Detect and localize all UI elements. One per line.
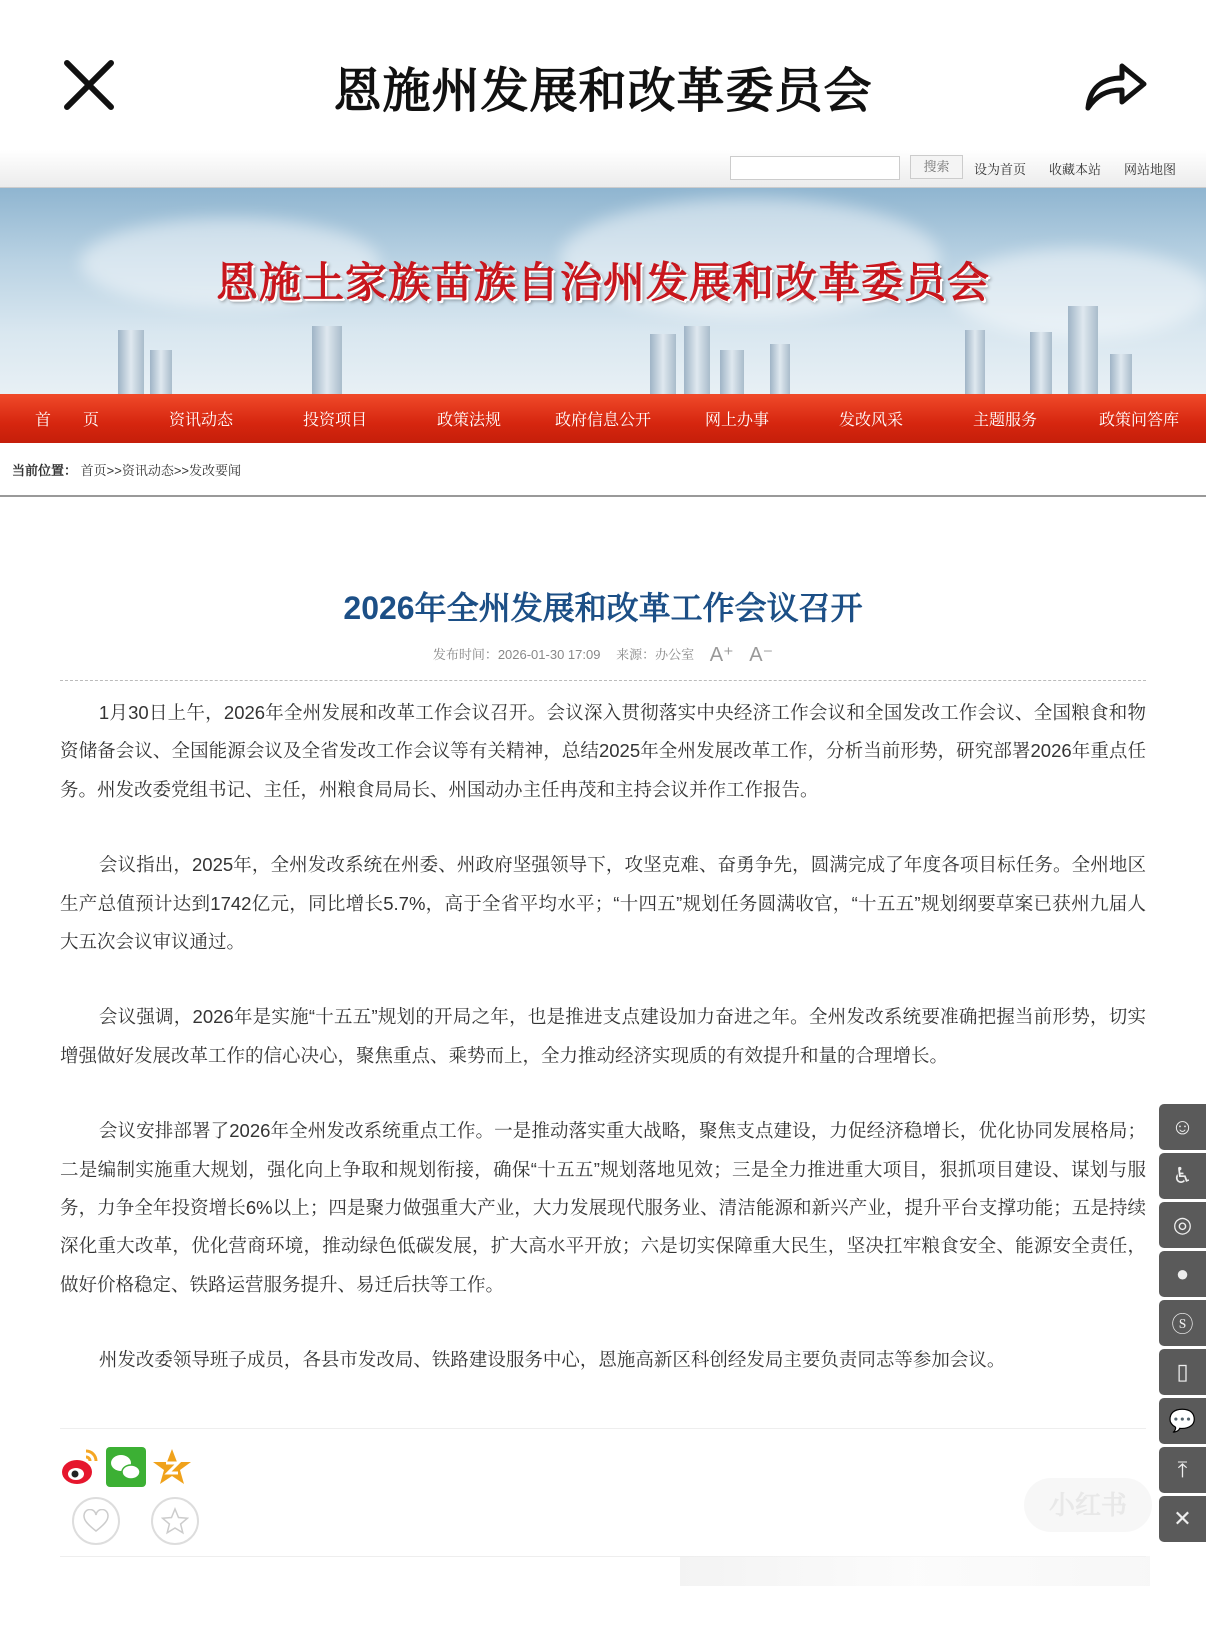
sitemap-link[interactable]: 网站地图 <box>1124 162 1177 177</box>
share-icon[interactable] <box>1082 54 1150 114</box>
nav-policy[interactable]: 政策法规 <box>436 412 501 429</box>
app-title: 恩施州发展和改革委员会 <box>333 65 873 118</box>
star-icon <box>161 1507 189 1535</box>
nav-policy-qa[interactable]: 政策问答库 <box>1098 412 1179 429</box>
app-header <box>0 0 1206 150</box>
wechat-icon[interactable] <box>106 1447 146 1487</box>
message-icon[interactable]: 💬 <box>1159 1398 1206 1444</box>
paragraph: 会议安排部署了2026年全州发改系统重点工作。一是推动落实重大战略，聚焦支点建设，力促经济稳增长，优化协同发展格局；二是编制实施重大规划，强化向上争取和规划衔接，确保“十五五”规划落地见效；三是全力推进重大项目，狠抓项目建设、谋划与服务，力争全年投资增长6%以上；四是聚力做强重大产业，大力发展现代服务业、清洁能源和新兴产业，提升平台支撑功能；五是持续深化重大改革，优化营商环境，推动绿色低碳发展，扩大高水平开放；六是切实保障重大民生，坚决扛牢粮食安全、能源安全责任，做好价格稳定、铁路运营服务提升、易迁后扶等工作。 <box>60 1120 1146 1295</box>
qzone-icon[interactable] <box>152 1447 192 1487</box>
breadcrumb-path[interactable]: 首页>>资讯动态>>发改要闻 <box>80 463 242 478</box>
publish-time: 发布时间：2026-01-30 17:09 <box>432 647 601 662</box>
customer-service-icon[interactable]: ☺ <box>1159 1104 1206 1150</box>
nav-home[interactable]: 首 页 <box>34 412 99 429</box>
nav-showcase[interactable]: 发改风采 <box>838 412 903 429</box>
article-title: 2026年全州发展和改革工作会议召开 <box>343 590 863 626</box>
breadcrumb-label: 当前位置： <box>12 463 78 478</box>
article-meta <box>0 642 1206 667</box>
wechat-icon[interactable]: ● <box>1159 1251 1206 1297</box>
nav-news[interactable]: 资讯动态 <box>168 412 233 429</box>
source: 来源：办公室 <box>616 647 695 662</box>
font-decrease-button[interactable]: A⁻ <box>749 644 774 666</box>
mobile-icon[interactable]: ▯ <box>1159 1349 1206 1395</box>
main-nav <box>0 394 1206 443</box>
paragraph: 会议强调，2026年是实施“十五五”规划的开局之年，也是推进支点建设加力奋进之年。全州发改系统要准确把握当前形势，切实增强做好发展改革工作的信心决心，聚焦重点、乘势而上，全力推动经济实现质的有效提升和量的合理增长。 <box>60 1006 1146 1066</box>
share-bar <box>60 1447 192 1487</box>
paragraph: 会议指出，2025年，全州发改系统在州委、州政府坚强领导下，攻坚克难、奋勇争先，圆满完成了年度各项目标任务。全州地区生产总值预计达到1742亿元，同比增长5.7%，高于全省平均水平；“十四五”规划任务圆满收官，“十五五”规划纲要草案已获州九届人大五次会议审议通过。 <box>60 854 1146 953</box>
watermark: 小红书 <box>1024 1478 1152 1532</box>
floating-toolbar <box>1159 1104 1206 1545</box>
divider <box>60 1428 1146 1429</box>
weibo-icon[interactable] <box>60 1447 100 1487</box>
utility-bar <box>0 150 1206 188</box>
site-search-input[interactable] <box>730 156 900 180</box>
back-to-top-icon[interactable]: ⤒ <box>1159 1447 1206 1493</box>
nav-online-service[interactable]: 网上办事 <box>704 412 769 429</box>
watermark-blur <box>680 1556 1150 1586</box>
like-button[interactable] <box>72 1497 120 1545</box>
close-icon[interactable]: ✕ <box>1159 1496 1206 1542</box>
site-banner <box>0 188 1206 394</box>
breadcrumb <box>0 443 1206 497</box>
bookmark-link[interactable]: 收藏本站 <box>1049 162 1102 177</box>
accessibility-icon[interactable]: ♿ <box>1159 1153 1206 1199</box>
divider <box>60 680 1146 681</box>
article-body <box>60 694 1146 1417</box>
nav-gov-info[interactable]: 政府信息公开 <box>554 412 651 429</box>
set-homepage-link[interactable]: 设为首页 <box>974 162 1027 177</box>
nav-investment[interactable]: 投资项目 <box>302 412 367 429</box>
favorite-button[interactable] <box>151 1497 199 1545</box>
elder-mode-icon[interactable]: ◎ <box>1159 1202 1206 1248</box>
paragraph: 1月30日上午，2026年全州发展和改革工作会议召开。会议深入贯彻落实中央经济工作会议和全国发改工作会议、全国粮食和物资储备会议、全国能源会议及全省发改工作会议等有关精神，总结2025年全州发展改革工作，分析当前形势，研究部署2026年重点任务。州发改委党组书记、主任，州粮食局局长、州国动办主任冉茂和主持会议并作工作报告。 <box>60 702 1146 800</box>
banner-title: 恩施土家族苗族自治州发展和改革委员会 <box>215 259 990 306</box>
search-button[interactable]: 搜索 <box>910 155 963 179</box>
heart-icon <box>83 1509 109 1533</box>
font-increase-button[interactable]: A⁺ <box>709 644 734 666</box>
nav-topics[interactable]: 主题服务 <box>972 412 1037 429</box>
weibo-icon[interactable]: ⓢ <box>1159 1300 1206 1346</box>
paragraph: 州发改委领导班子成员，各县市发改局、铁路建设服务中心，恩施高新区科创经发局主要负责同志等参加会议。 <box>98 1349 1006 1371</box>
